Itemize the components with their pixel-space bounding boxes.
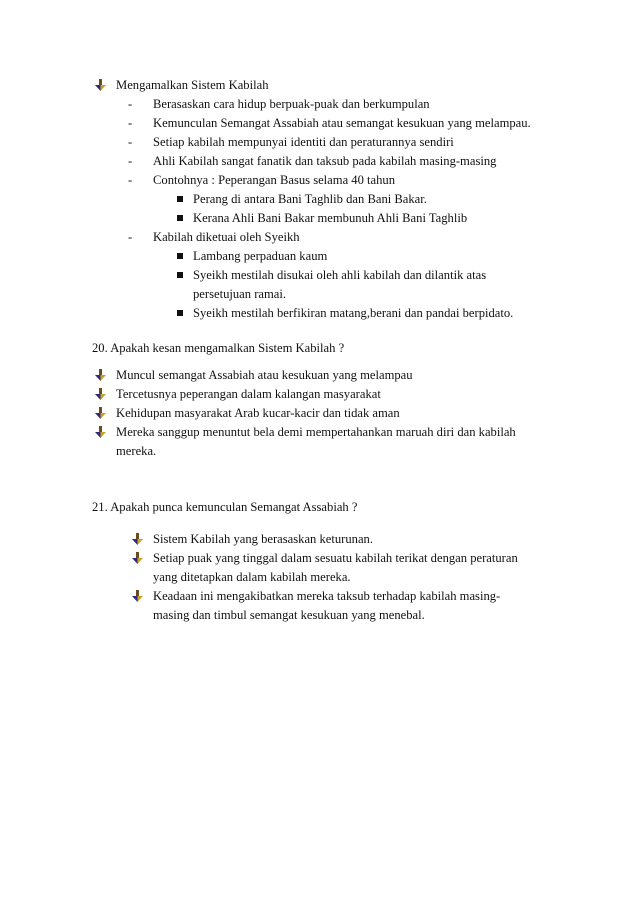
arrow-bullet-icon [94, 79, 107, 92]
square-bullet-icon [177, 196, 183, 202]
arrow-bullet-icon [131, 590, 144, 603]
answer-item-continuation: yang ditetapkan dalam kabilah mereka. [153, 570, 351, 584]
sub-list-item: Lambang perpaduan kaum [193, 249, 328, 263]
sub-list-item: Syeikh mestilah berfikiran matang,berani dan pandai berpidato. [193, 306, 514, 320]
answer-item: Keadaan ini mengakibatkan mereka taksub terhadap kabilah masing- [153, 589, 501, 603]
list-item: Kabilah diketuai oleh Syeikh [153, 230, 300, 244]
section-heading: Mengamalkan Sistem Kabilah [116, 78, 269, 92]
sub-list-item-continuation: persetujuan ramai. [193, 287, 287, 301]
answer-item-continuation: mereka. [116, 444, 157, 458]
list-item: Ahli Kabilah sangat fanatik dan taksub pada kabilah masing-masing [153, 154, 497, 168]
list-item: Contohnya : Peperangan Basus selama 40 tahun [153, 173, 396, 187]
answer-item: Muncul semangat Assabiah atau kesukuan yang melampau [116, 368, 413, 382]
arrow-bullet-icon [94, 426, 107, 439]
arrow-bullet-icon [131, 552, 144, 565]
list-item: Berasaskan cara hidup berpuak-puak dan berkumpulan [153, 97, 430, 111]
square-bullet-icon [177, 215, 183, 221]
list-item: Kemunculan Semangat Assabiah atau semangat kesukuan yang melampau. [153, 116, 531, 130]
dash-bullet: - [128, 135, 133, 149]
square-bullet-icon [177, 253, 183, 259]
sub-list-item: Syeikh mestilah disukai oleh ahli kabilah dan dilantik atas [193, 268, 487, 282]
sub-list-item: Kerana Ahli Bani Bakar membunuh Ahli Bani Taghlib [193, 211, 468, 225]
answer-item: Kehidupan masyarakat Arab kucar-kacir dan tidak aman [116, 406, 400, 420]
arrow-bullet-icon [94, 369, 107, 382]
square-bullet-icon [177, 272, 183, 278]
dash-bullet: - [128, 230, 133, 244]
answer-item: Tercetusnya peperangan dalam kalangan masyarakat [116, 387, 381, 401]
dash-bullet: - [128, 154, 133, 168]
arrow-bullet-icon [131, 533, 144, 546]
arrow-bullet-icon [94, 407, 107, 420]
dash-bullet: - [128, 116, 133, 130]
answer-item: Mereka sanggup menuntut bela demi mempertahankan maruah diri dan kabilah [116, 425, 516, 439]
arrow-bullet-icon [94, 388, 107, 401]
sub-list-item: Perang di antara Bani Taghlib dan Bani Bakar. [193, 192, 427, 206]
answer-item: Setiap puak yang tinggal dalam sesuatu kabilah terikat dengan peraturan [153, 551, 518, 565]
question-21: 21. Apakah punca kemunculan Semangat Assabiah ? [92, 500, 358, 514]
dash-bullet: - [128, 173, 133, 187]
answer-item-continuation: masing dan timbul semangat kesukuan yang menebal. [153, 608, 425, 622]
dash-bullet: - [128, 97, 133, 111]
list-item: Setiap kabilah mempunyai identiti dan peraturannya sendiri [153, 135, 454, 149]
answer-item: Sistem Kabilah yang berasaskan keturunan. [153, 532, 373, 546]
question-20: 20. Apakah kesan mengamalkan Sistem Kabilah ? [92, 341, 345, 355]
square-bullet-icon [177, 310, 183, 316]
